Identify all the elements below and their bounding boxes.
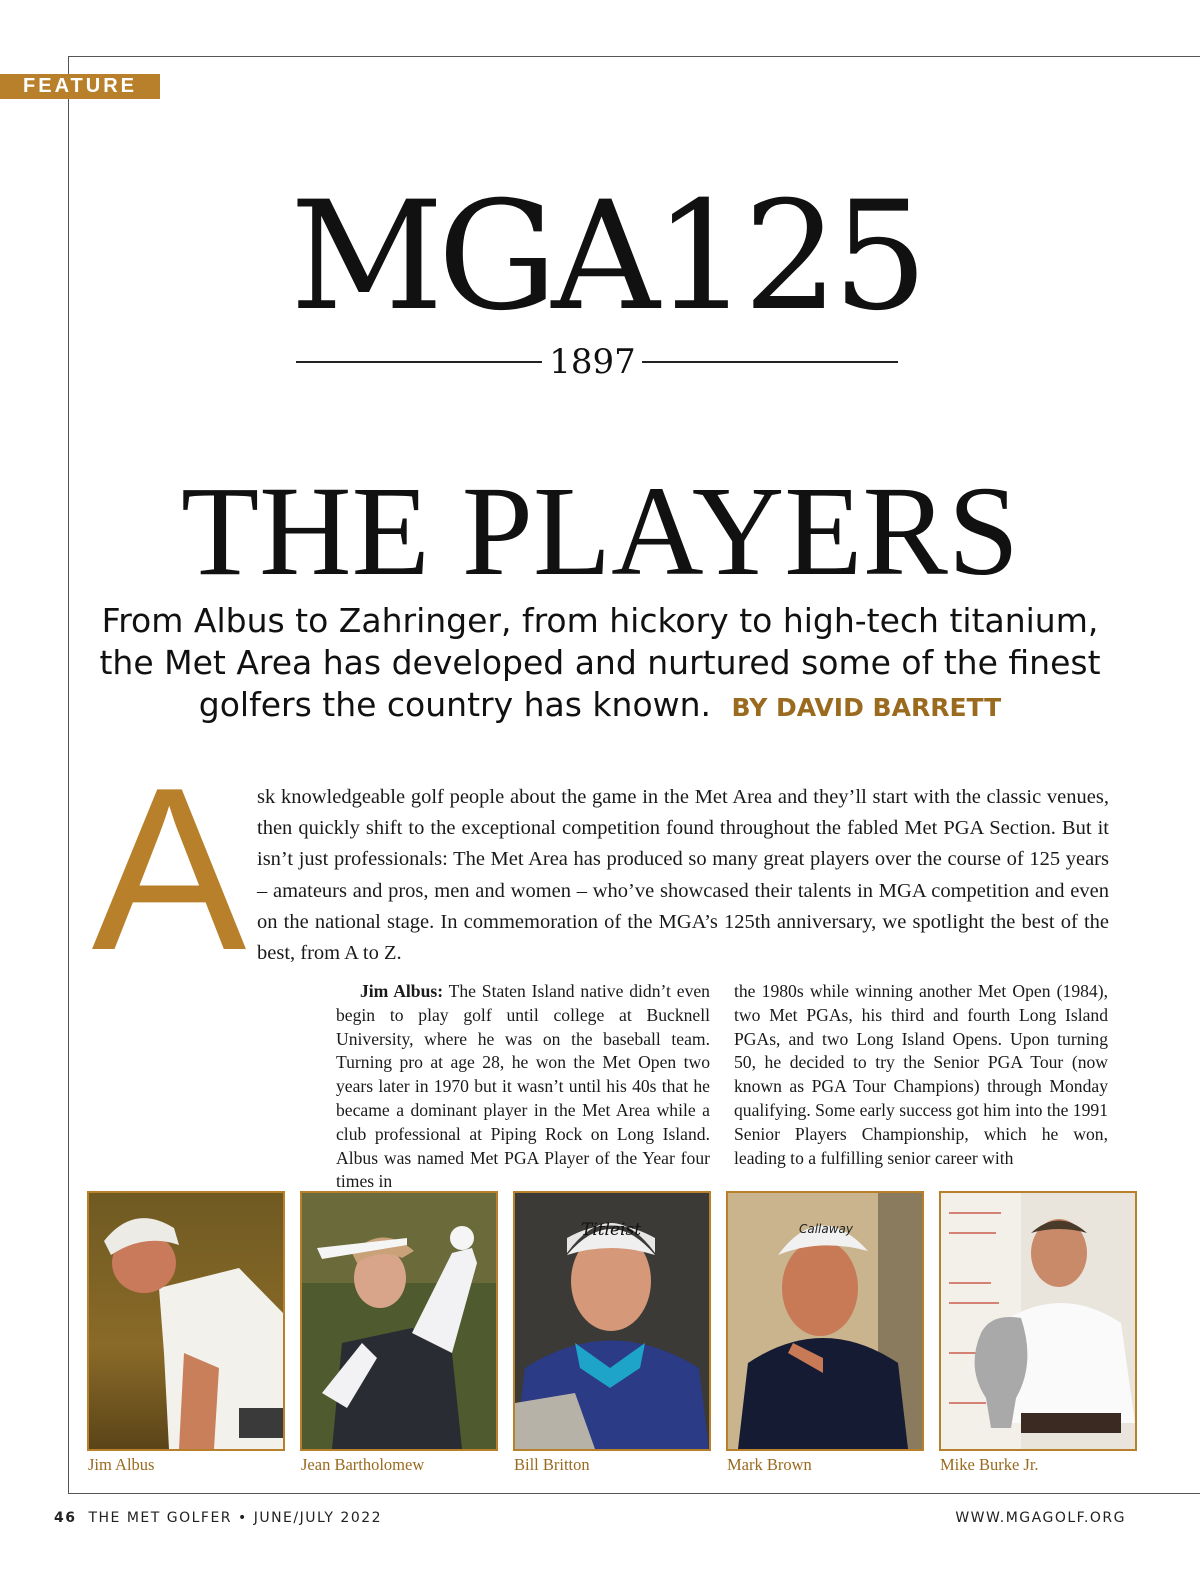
page-title: THE PLAYERS xyxy=(180,460,1020,602)
caption-mike-burke-jr: Mike Burke Jr. xyxy=(940,1455,1039,1474)
photo-jean-bartholomew xyxy=(300,1191,498,1451)
logo-rule-left xyxy=(296,361,542,363)
entry-name: Jim Albus: xyxy=(360,981,444,1001)
photo-mark-brown xyxy=(726,1191,924,1451)
logo-rule-right xyxy=(642,361,898,363)
page-frame-left xyxy=(68,56,69,1493)
publication-name: THE MET GOLFER • JUNE/JULY 2022 xyxy=(88,1510,383,1526)
intro-paragraph: sk knowledgeable golf people about the game in the Met Area and they’ll start with the classic venues, then quickly shift to the exceptional competition found throughout the fabled Met PGA Section. But it isn’t just professionals: The Met Area has produced so many great players over the course of 125 years – amateurs and pros, men and women – who’ve showcased their talents in MGA competition and even on the national stage. In commemoration of the MGA’s 125th anniversary, we spotlight the best of the best, from A to Z. xyxy=(257,786,1109,965)
drop-cap: A xyxy=(91,740,247,999)
caption-jim-albus: Jim Albus xyxy=(88,1455,155,1474)
deck xyxy=(80,600,1120,729)
deck-text: From Albus to Zahringer, from hickory to high-tech titanium, the Met Area has developed and nurtured some of the finest golfers the country has known. xyxy=(99,601,1101,724)
article-column-2: the 1980s while winning another Met Open (1984), two Met PGAs, his third and fourth Long Island PGAs, and two Long Island Opens. Upon turning 50, he decided to try the Senior PGA Tour (now known as PGA Tour Champions) through Monday qualifying. Some early success got him into the 1991 Senior Players Championship, which he won, leading to a fulfilling senior career with xyxy=(734,981,1108,1168)
page-frame-top xyxy=(68,56,1200,57)
entry-text-col1: The Staten Island native didn’t even begin to play golf until college at Bucknell University, where he was on the baseball team. Turning pro at age 28, he won the Met Open two years later in 1970 but it wasn’t until his 40s that he became a dominant player in the Met Area while a club professional at Piping Rock on Long Island. Albus was named Met PGA Player of the Year four times in xyxy=(336,981,710,1192)
photo-jim-albus xyxy=(87,1191,285,1451)
golfer-portrait-image xyxy=(941,1193,1135,1449)
photo-bill-britton xyxy=(513,1191,711,1451)
golfer-portrait-image xyxy=(515,1193,709,1449)
byline: BY DAVID BARRETT xyxy=(731,693,1002,722)
golfer-portrait-image xyxy=(302,1193,496,1449)
mga125-logo: MGA125 xyxy=(290,170,923,344)
article-column-1 xyxy=(336,980,710,1194)
logo-year: 1897 xyxy=(549,342,636,382)
footer-left xyxy=(54,1510,382,1526)
golfer-portrait-image xyxy=(89,1193,283,1449)
titleist-logo-text: Titleist xyxy=(580,1220,642,1240)
photo-mike-burke-jr xyxy=(939,1191,1137,1451)
golfer-portrait-image xyxy=(728,1193,922,1449)
caption-jean-bartholomew: Jean Bartholomew xyxy=(301,1455,425,1474)
caption-bill-britton: Bill Britton xyxy=(514,1455,590,1474)
page-number: 46 xyxy=(54,1510,77,1526)
section-tag: FEATURE xyxy=(0,74,160,99)
callaway-logo-text: Callaway xyxy=(798,1222,854,1236)
footer-website: WWW.MGAGOLF.ORG xyxy=(955,1510,1126,1526)
page-frame-bottom xyxy=(68,1493,1200,1494)
caption-mark-brown: Mark Brown xyxy=(727,1455,812,1474)
